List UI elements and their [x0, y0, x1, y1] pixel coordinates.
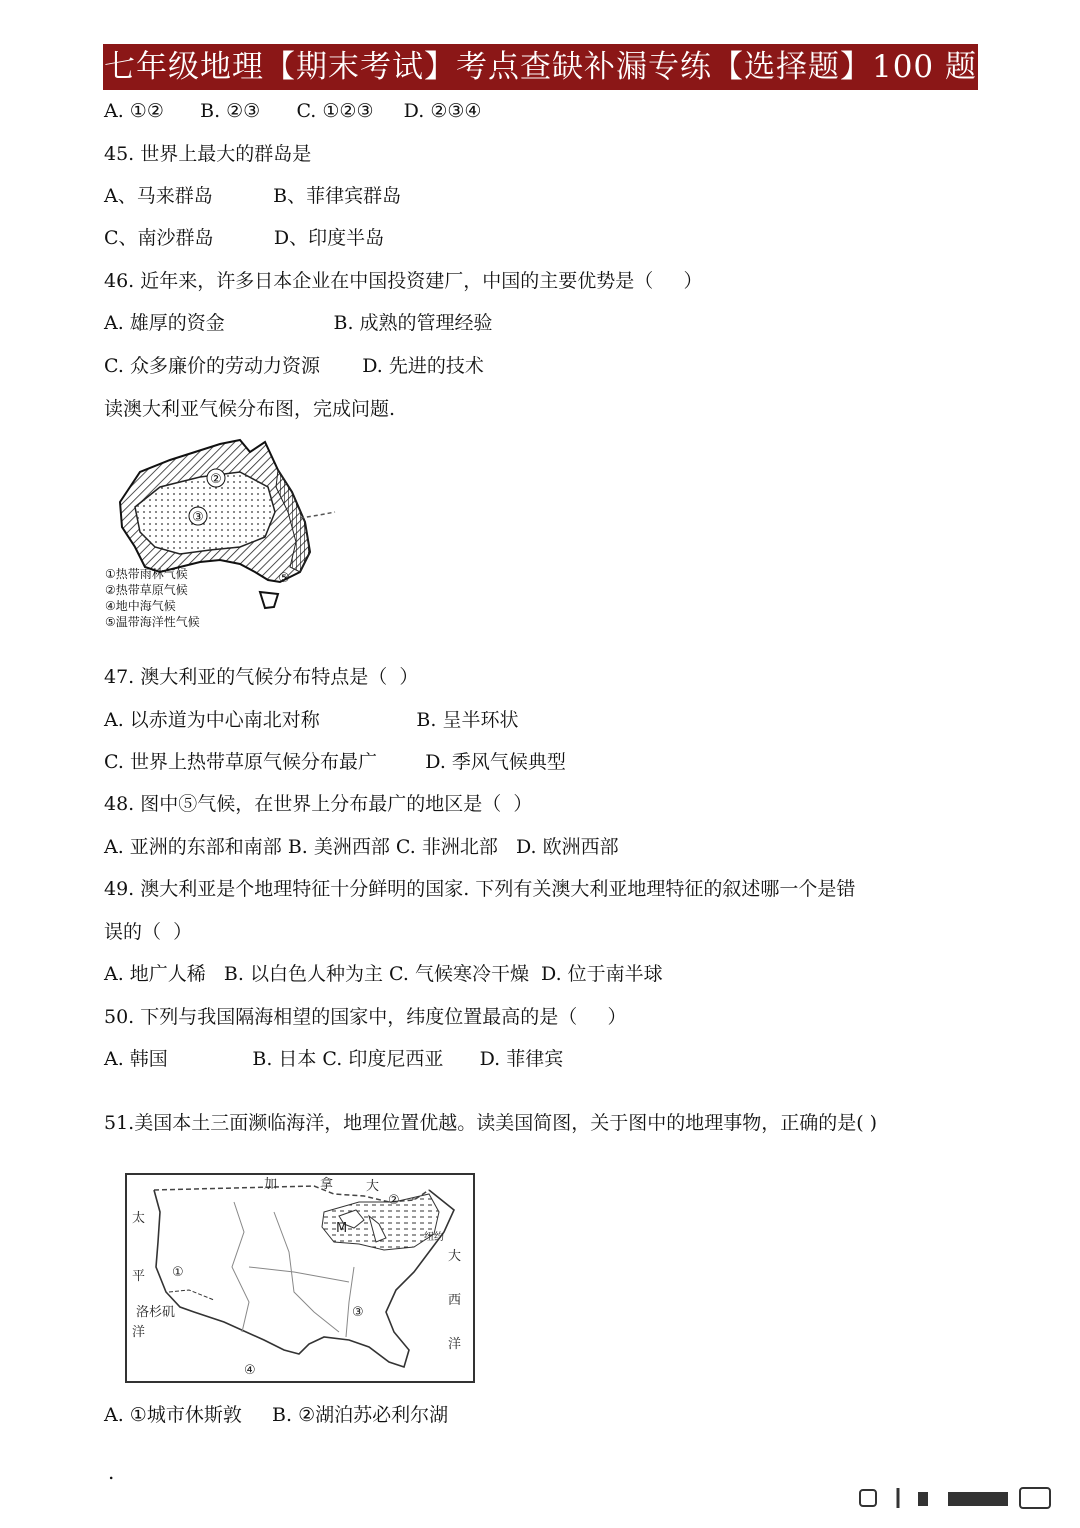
label-4: ④ [244, 1363, 256, 1378]
reading-instruction: 读澳大利亚气候分布图，完成问题. [104, 398, 396, 420]
legend-item-2: ②热带草原气候 [105, 583, 188, 597]
question-46: 46. 近年来，许多日本企业在中国投资建厂，中国的主要优势是（ ） [104, 270, 703, 292]
answer-options-q44: A. ①② B. ②③ C. ①②③ D. ②③④ [104, 100, 482, 122]
q50-options: A. 韩国 B. 日本 C. 印度尼西亚 D. 菲律宾 [104, 1048, 564, 1070]
q46-options-ab: A. 雄厚的资金 B. 成熟的管理经验 [104, 312, 493, 334]
question-45: 45. 世界上最大的群岛是 [104, 143, 312, 165]
label-1: ① [172, 1265, 184, 1280]
page-dot: . [108, 1460, 115, 1484]
question-47: 47. 澳大利亚的气候分布特点是（ ） [104, 666, 419, 688]
tasmania [260, 592, 278, 608]
legend-item-4: ④地中海气候 [105, 599, 176, 613]
label-5: ⑤ [278, 571, 290, 586]
label-atlantic-2: 西 [448, 1293, 462, 1308]
label-3: ③ [192, 510, 204, 525]
usa-map [124, 1172, 476, 1384]
q49-options: A. 地广人稀 B. 以白色人种为主 C. 气候寒冷干燥 D. 位于南半球 [104, 963, 663, 985]
label-canada-da: 大 [366, 1179, 380, 1194]
label-new-york: 纽约 [424, 1232, 444, 1243]
label-pacific-3: 洋 [132, 1325, 146, 1340]
question-48: 48. 图中⑤气候，在世界上分布最广的地区是（ ） [104, 793, 533, 815]
label-los-angeles: 洛杉矶 [136, 1305, 176, 1320]
window-icon [1020, 1488, 1050, 1508]
q48-options: A. 亚洲的东部和南部 B. 美洲西部 C. 非洲北部 D. 欧洲西部 [104, 836, 619, 858]
q47-options-cd: C. 世界上热带草原气候分布最广 D. 季风气候典型 [104, 751, 566, 773]
crop-icon [860, 1490, 876, 1506]
q46-options-cd: C. 众多廉价的劳动力资源 D. 先进的技术 [104, 355, 484, 377]
question-50: 50. 下列与我国隔海相望的国家中，纬度位置最高的是（ ） [104, 1006, 627, 1028]
label-pacific-1: 太 [132, 1211, 146, 1226]
label-canada-na: 拿 [320, 1177, 334, 1192]
q51-options: A. ①城市休斯敦 B. ②湖泊苏必利尔湖 [104, 1404, 449, 1426]
question-49-cont: 误的（ ） [104, 921, 193, 943]
q45-options-cd: C、南沙群岛 D、印度半岛 [104, 227, 385, 249]
label-atlantic-3: 洋 [448, 1337, 462, 1352]
label-3: ③ [352, 1305, 364, 1320]
label-2: ② [210, 472, 222, 487]
label-2: ② [388, 1193, 400, 1208]
legend-item-1: ①热带雨林气候 [105, 567, 188, 581]
label-atlantic-1: 大 [448, 1249, 462, 1264]
legend-item-5: ⑤温带海洋性气候 [105, 615, 200, 629]
progress-bar-icon [948, 1492, 1008, 1506]
label-pacific-2: 平 [132, 1269, 146, 1284]
q45-options-ab: A、马来群岛 B、菲律宾群岛 [104, 185, 402, 207]
block-icon [918, 1492, 928, 1506]
label-canada-jia: 加 [264, 1177, 278, 1192]
title-banner: 七年级地理【期末考试】考点查缺补漏专练【选择题】100 题 [103, 44, 978, 90]
label-m: M [336, 1221, 348, 1236]
australia-climate-map [100, 432, 340, 642]
question-49: 49. 澳大利亚是个地理特征十分鲜明的国家. 下列有关澳大利亚地理特征的叙述哪一个是错 [104, 878, 856, 900]
q47-options-ab: A. 以赤道为中心南北对称 B. 呈半环状 [104, 709, 519, 731]
page-toolbar[interactable] [858, 1484, 1058, 1512]
question-51: 51.美国本土三面濒临海洋，地理位置优越。读美国简图，关于图中的地理事物，正确的是( ) [104, 1112, 878, 1134]
